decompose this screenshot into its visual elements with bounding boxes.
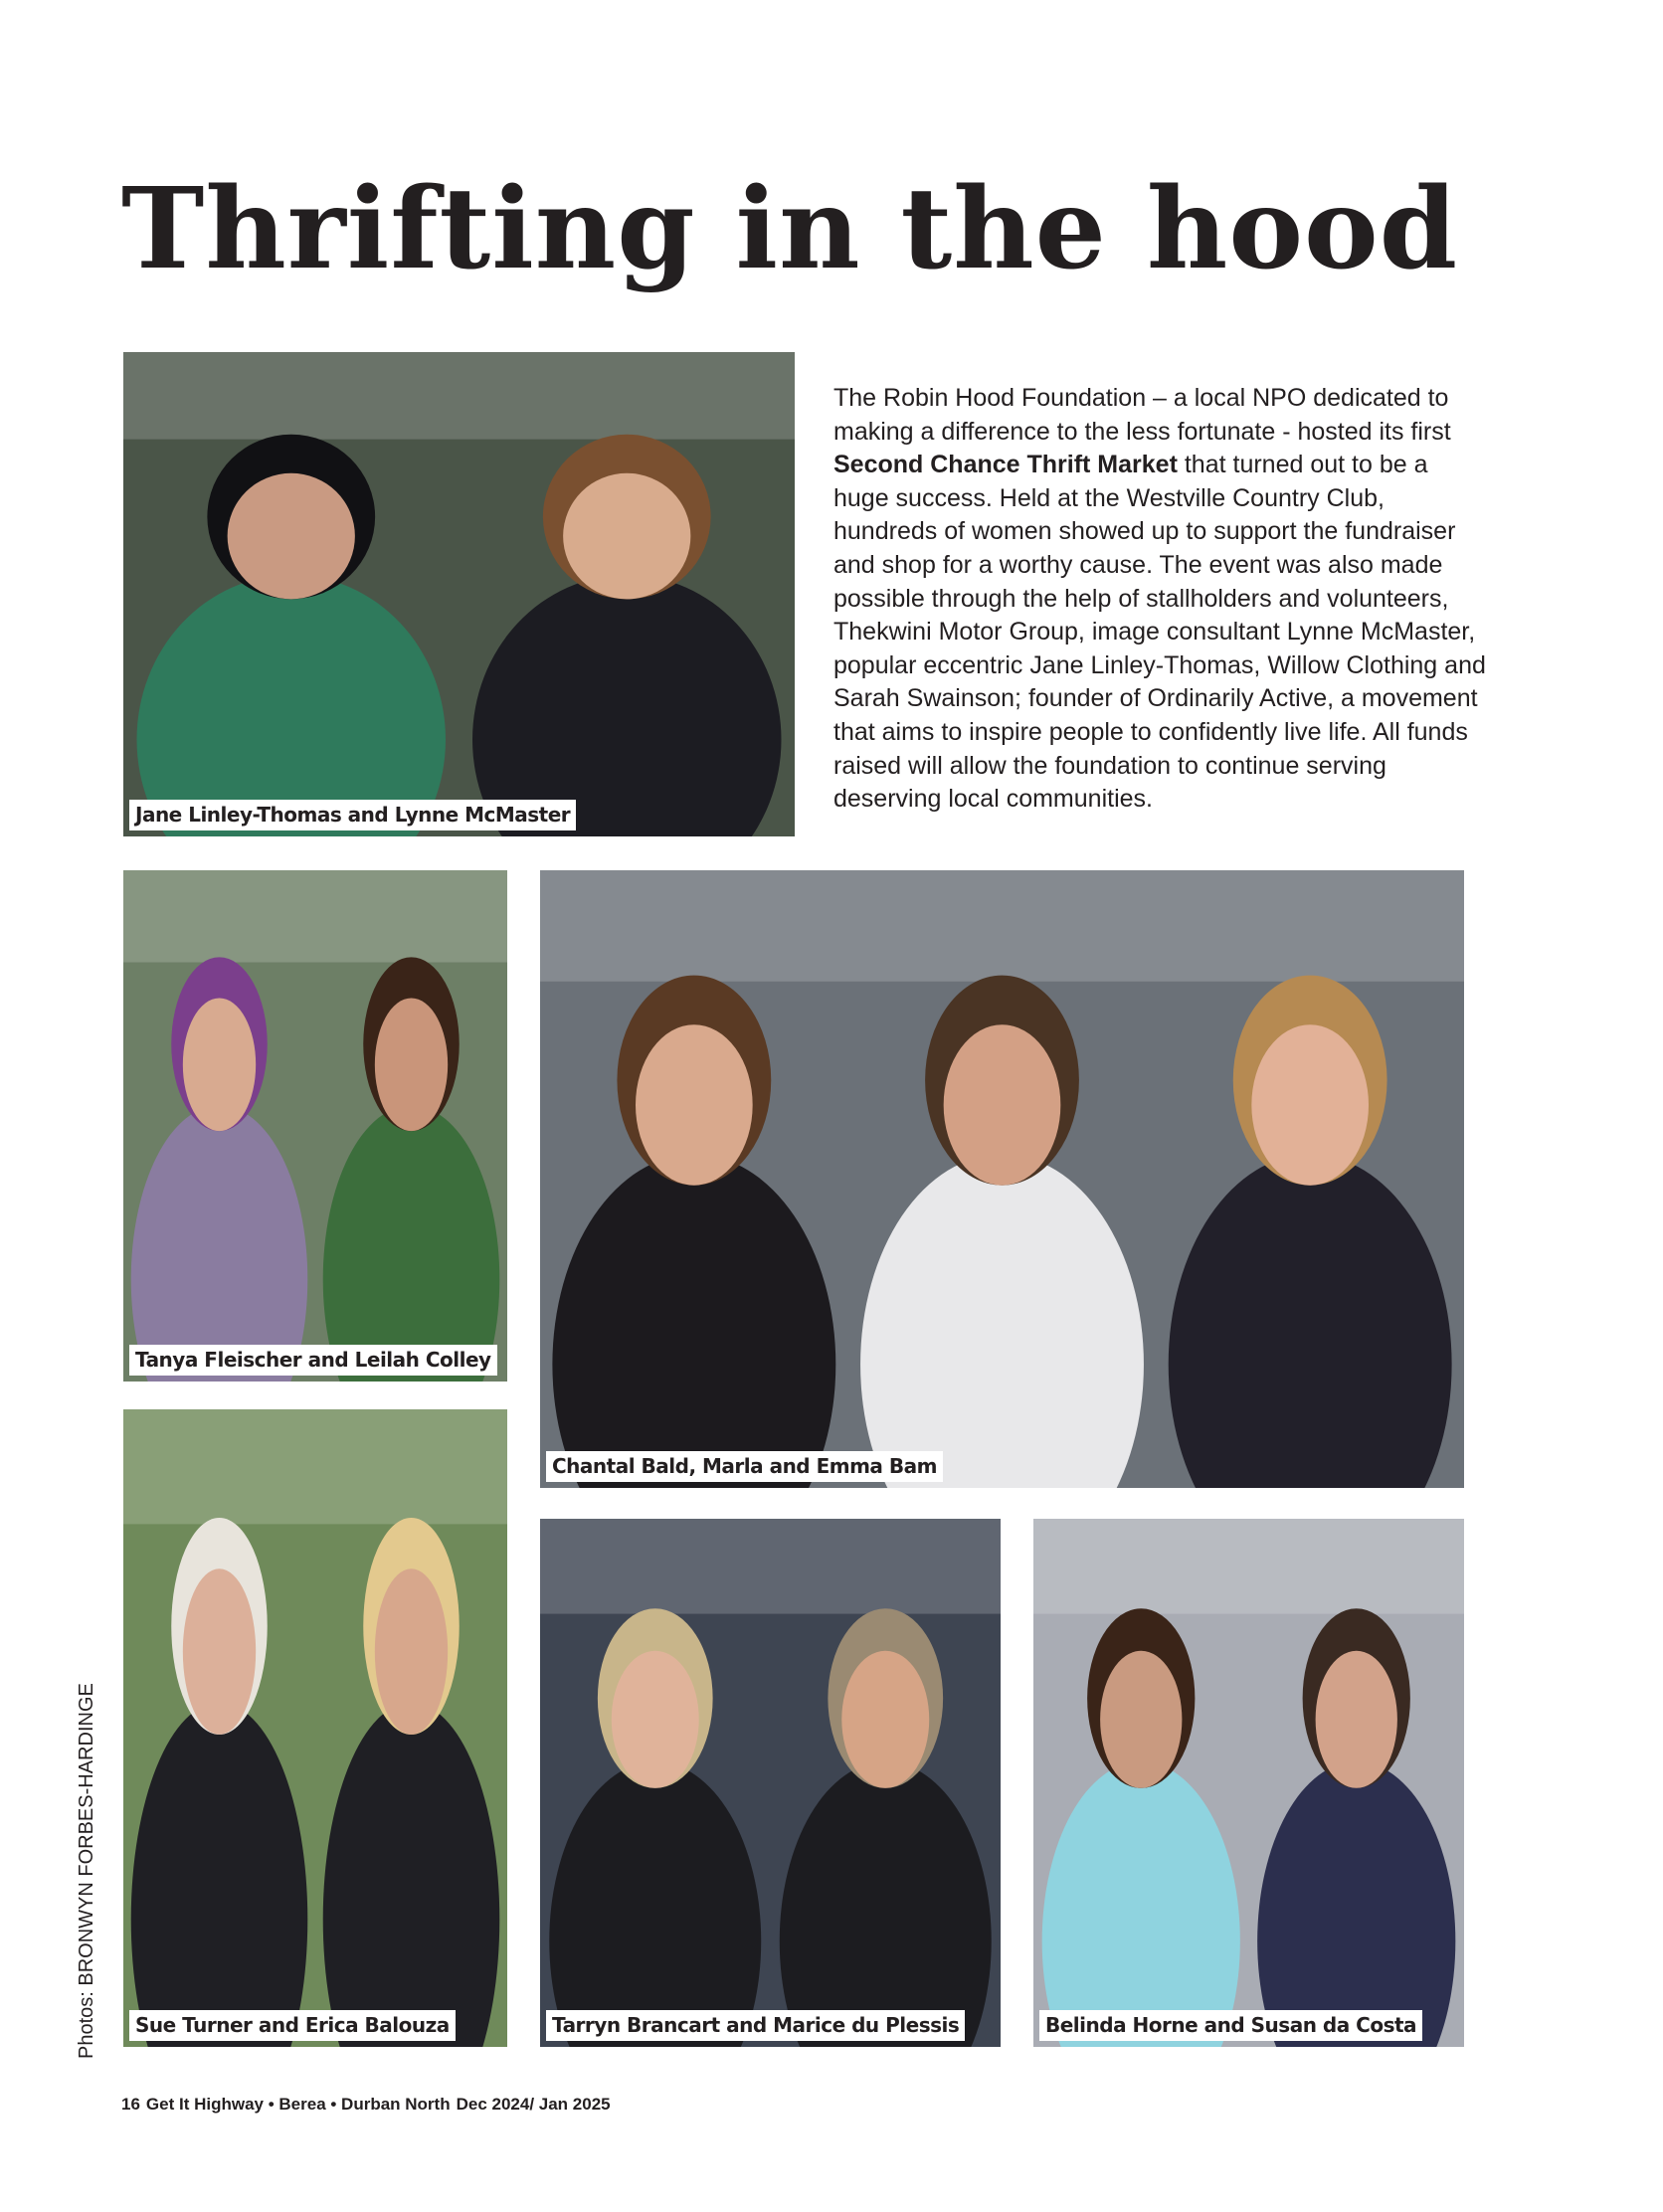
photo-tarryn-and-marice	[540, 1519, 1001, 2047]
photo-image	[1033, 1519, 1464, 2047]
intro-text-end: that turned out to be a huge success. Held at the Westville Country Club, hundreds of women showed up to support the fundraiser and shop for a worthy cause. The event was also made possible through the help of stallholders and volunteers, Thekwini Motor Group, image consultant Lynne McMaster, popular eccentric Jane Linley-Thomas, Willow Clothing and Sarah Swainson; founder of Ordinarily Active, a movement that aims to inspire people to confidently live life. All funds raised will allow the foundation to continue serving deserving local communities.	[833, 451, 1486, 814]
intro-paragraph	[833, 382, 1490, 817]
photo-caption: Tarryn Brancart and Marice du Plessis	[546, 2010, 965, 2041]
photo-caption: Jane Linley-Thomas and Lynne McMaster	[129, 800, 576, 830]
photo-credit: Photos: BRONWYN FORBES-HARDINGE	[76, 1683, 97, 2059]
photo-caption: Sue Turner and Erica Balouza	[129, 2010, 456, 2041]
photo-caption: Belinda Horne and Susan da Costa	[1039, 2010, 1422, 2041]
photo-sue-and-erica	[123, 1409, 507, 2047]
issue-date: Dec 2024/ Jan 2025	[456, 2095, 611, 2114]
photo-image	[540, 1519, 1001, 2047]
photo-chantal-marla-emma	[540, 870, 1464, 1488]
publication-name: Get It Highway • Berea • Durban North	[145, 2095, 451, 2114]
page-headline: Thrifting in the hood	[121, 164, 1459, 294]
photo-caption: Chantal Bald, Marla and Emma Bam	[546, 1451, 943, 1482]
photo-tanya-and-leilah	[123, 870, 507, 1382]
photo-jane-and-lynne	[123, 352, 795, 836]
intro-text-start: The Robin Hood Foundation – a local NPO dedicated to making a difference to the less fortunate - hosted its first	[833, 384, 1451, 446]
photo-belinda-and-susan	[1033, 1519, 1464, 2047]
page-footer	[121, 2095, 617, 2115]
photo-image	[123, 352, 795, 836]
page-number: 16	[121, 2095, 140, 2114]
photo-image	[540, 870, 1464, 1488]
photo-image	[123, 1409, 507, 2047]
event-name-highlight: Second Chance Thrift Market	[833, 451, 1178, 479]
photo-caption: Tanya Fleischer and Leilah Colley	[129, 1345, 497, 1376]
photo-image	[123, 870, 507, 1382]
